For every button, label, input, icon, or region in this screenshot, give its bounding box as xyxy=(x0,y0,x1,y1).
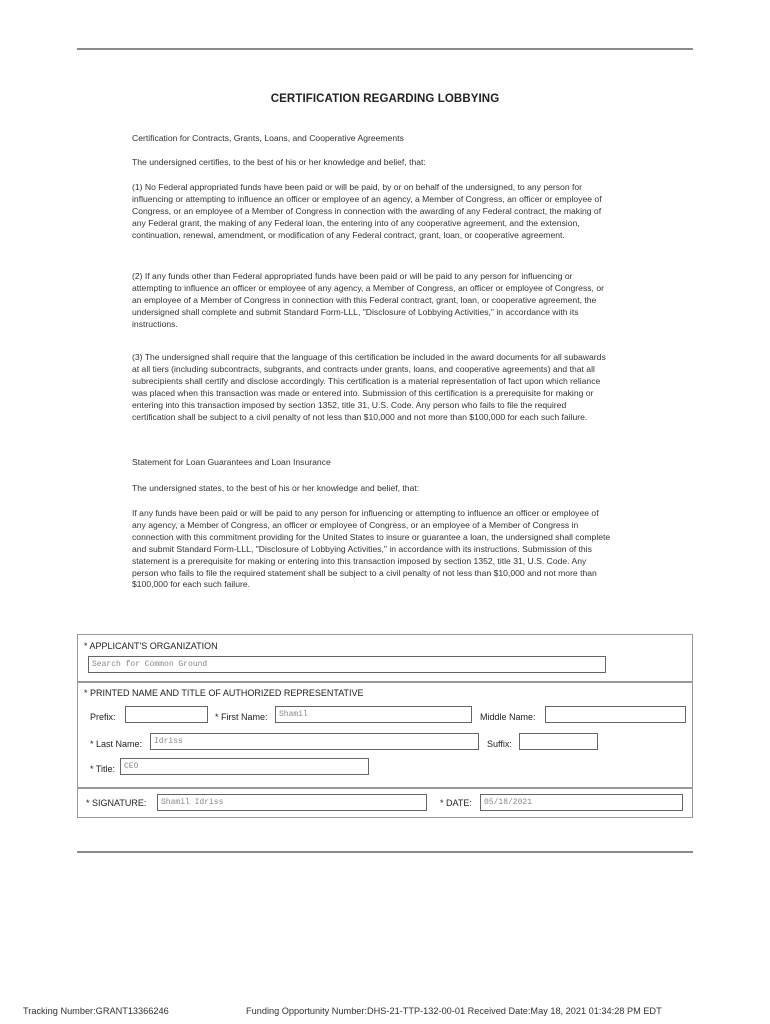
title-input[interactable]: CEO xyxy=(120,758,369,775)
page-title: CERTIFICATION REGARDING LOBBYING xyxy=(270,93,500,105)
last-name-input[interactable]: Idriss xyxy=(150,733,479,750)
organization-section xyxy=(77,634,693,682)
middle-name-input[interactable] xyxy=(545,706,686,723)
funding-opportunity: Funding Opportunity Number:DHS-21-TTP-132-00-01 Received Date:May 18, 2021 01:34:28 PM EDT xyxy=(246,1006,662,1016)
suffix-label: Suffix: xyxy=(487,739,512,749)
paragraph-1: (1) No Federal appropriated funds have been paid or will be paid, by or on behalf of the undersigned, to any person for influencing or attempting to influence an officer or employee of an agency, a Member of Congress, an officer or employee of Congress, or an employee of a Member of Congress in connection with the awarding of any Federal contract, the making of any Federal grant, the making of any Federal loan, the entering into of any cooperative agreement, and the extension, continuation, renewal, amendment, or modification of any Federal contract, grant, loan, or cooperative agreement. xyxy=(132,182,602,240)
last-name-label: * Last Name: xyxy=(90,739,143,749)
first-name-label: * First Name: xyxy=(215,712,268,722)
top-divider xyxy=(77,48,693,50)
middle-name-label: Middle Name: xyxy=(480,712,536,722)
date-input[interactable]: 05/18/2021 xyxy=(480,794,683,811)
loan-heading: Statement for Loan Guarantees and Loan Insurance xyxy=(132,457,331,467)
signature-label: * SIGNATURE: xyxy=(86,798,147,808)
signature-section xyxy=(77,788,693,818)
org-input[interactable]: Search for Common Ground xyxy=(88,656,606,673)
prefix-input[interactable] xyxy=(125,706,208,723)
first-name-input[interactable]: Shamil xyxy=(275,706,472,723)
org-label: * APPLICANT'S ORGANIZATION xyxy=(84,641,218,651)
prefix-label: Prefix: xyxy=(90,712,116,722)
paragraph-3: (3) The undersigned shall require that the language of this certification be included in the award documents for all subawards at all tiers (including subcontracts, subgrants, and contracts under grants, loans, and cooperative agreements) and that all subrecipients shall certify and disclose accordingly. This certification is a material representation of fact upon which reliance was placed when this transaction was made or entered into. Submission of this certification is a prerequisite for making or entering into this transaction imposed by section 1352, title 31, U.S. Code. Any person who fails to file the required certification shall be subject to a civil penalty of not less than $10,000 and not more than $100,000 for each such failure. xyxy=(132,352,606,422)
signature-input[interactable]: Shamil Idriss xyxy=(157,794,427,811)
representative-section xyxy=(77,682,693,788)
paragraph-2: (2) If any funds other than Federal appropriated funds have been paid or will be paid to any person for influencing or attempting to influence an officer or employee of any agency, a Member of Congress, an officer or employee of Congress, or an employee of a Member of Congress in connection with this Federal contract, grant, loan, or cooperative agreement, the undersigned shall complete and submit Standard Form-LLL, "Disclosure of Lobbying Activities," in accordance with its instructions. xyxy=(132,271,604,329)
contracts-heading: Certification for Contracts, Grants, Loans, and Cooperative Agreements xyxy=(132,133,404,143)
bottom-divider xyxy=(77,851,693,853)
states-intro: The undersigned states, to the best of his or her knowledge and belief, that: xyxy=(132,483,420,493)
paragraph-4: If any funds have been paid or will be paid to any person for influencing or attempting to influence an officer or employee of any agency, a Member of Congress, an officer or employee of Congress, or an employee of a Member of Congress in connection with this commitment providing for the United States to insure or guarantee a loan, the undersigned shall complete and submit Standard Form-LLL, "Disclosure of Lobbying Activities," in accordance with its instructions. Submission of this statement is a prerequisite for making or entering into this transaction imposed by section 1352, title 31, U.S. Code. Any person who fails to file the required statement shall be subject to a civil penalty of not less than $10,000 and not more than $100,000 for each such failure. xyxy=(132,508,611,590)
suffix-input[interactable] xyxy=(519,733,598,750)
tracking-number: Tracking Number:GRANT13366246 xyxy=(23,1006,169,1016)
date-label: * DATE: xyxy=(440,798,472,808)
rep-label: * PRINTED NAME AND TITLE OF AUTHORIZED REPRESENTATIVE xyxy=(84,688,364,698)
certifies-intro: The undersigned certifies, to the best of his or her knowledge and belief, that: xyxy=(132,157,426,167)
title-label: * Title: xyxy=(90,764,116,774)
